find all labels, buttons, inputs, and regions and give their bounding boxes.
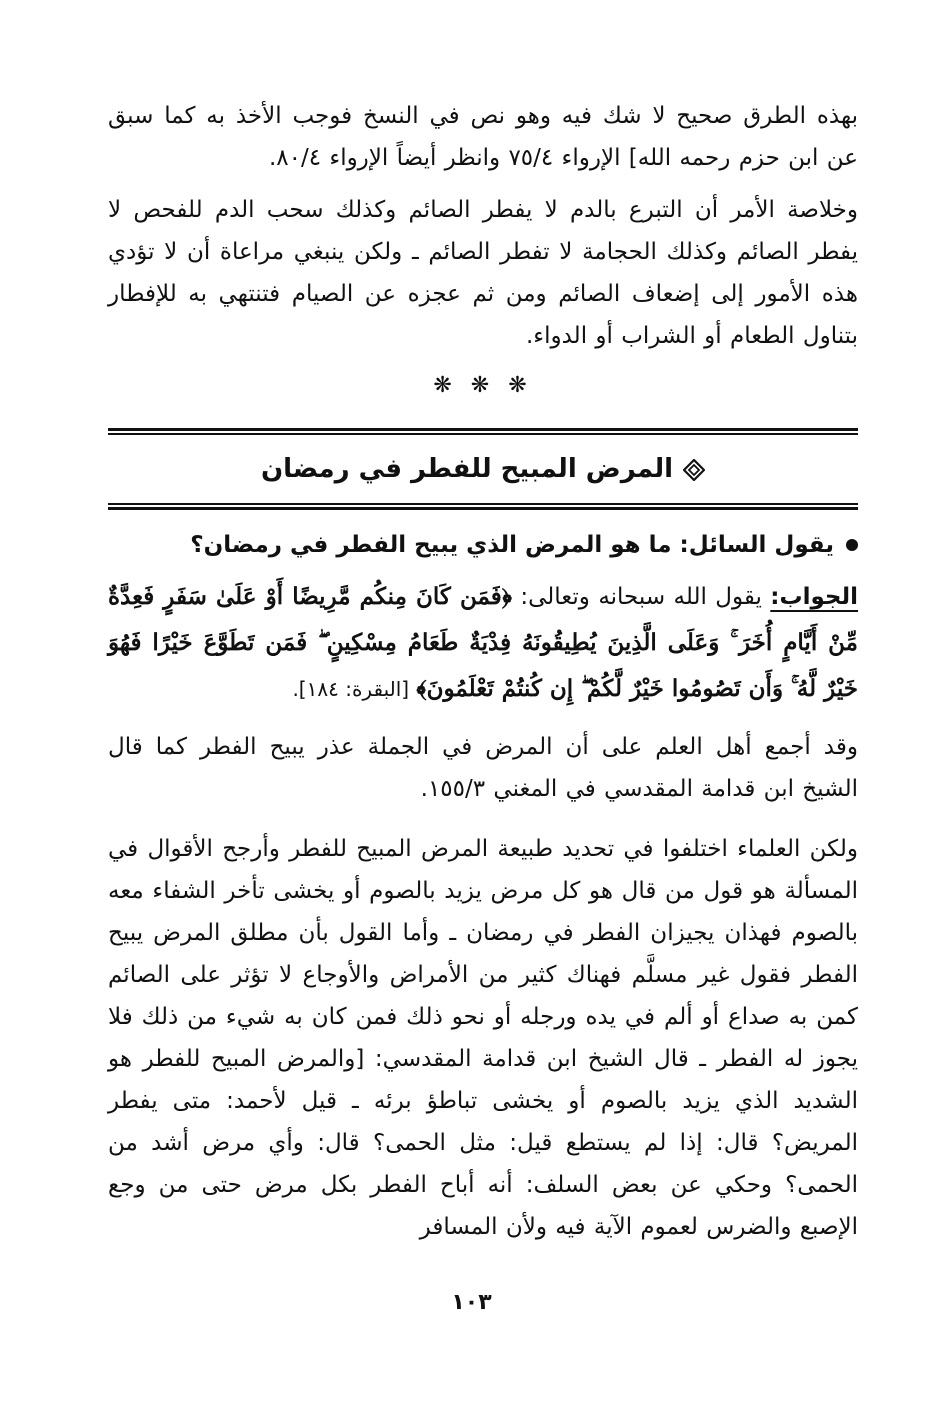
paragraph-blood-donation-summary: وخلاصة الأمر أن التبرع بالدم لا يفطر الصائم وكذلك سحب الدم للفحص لا يفطر الصائم وكذلك الحجامة لا تفطر الصائم ـ ولكن ينبغي مراعاة أن لا تؤدي هذه الأمور إلى إضعاف الصائم ومن ثم عجزه عن الصيام فتنتهي به للإفطار بتناول الطعام أو الشراب أو الدواء. [108,197,858,349]
question-text: يقول السائل: ما هو المرض الذي يبيح الفطر في رمضان؟ [190,532,834,558]
page-body [108,95,858,1248]
paragraph-disagreement: ولكن العلماء اختلفوا في تحديد طبيعة المرض المبيح للفطر وأرجح الأقوال في المسألة هو قول من قال هو كل مرض يزيد بالصوم أو يخشى تأخر الشفاء معه بالصوم فهذان يجيزان الفطر في رمضان ـ وأما القول بأن مطلق المرض يبيح الفطر فقول غير مسلَّم فهناك كثير من الأمراض والأوجاع لا تؤثر على الصائم كمن به صداع أو ألم في يده ورجله أو نحو ذلك فمن كان به شيء من ذلك فلا يجوز له الفطر ـ قال الشيخ ابن قدامة المقدسي: [والمرض المبيح للفطر هو الشديد الذي يزيد بالصوم أو يخشى تباطؤ برئه ـ قيل لأحمد: متى يفطر المريض؟ قال: إذا لم يستطع قيل: مثل الحمى؟ قال: وأي مرض أشد من الحمى؟ وحكي عن بعض السلف: أنه أباح الفطر بكل مرض حتى من وجع الإصبع والضرس لعموم الآية فيه ولأن المسافر [108,836,858,1240]
verse-reference: [البقرة: ١٨٤]. [292,677,410,701]
heading-rule-top [108,428,858,435]
answer-intro: يقول الله سبحانه وتعالى: [520,584,762,610]
paragraph-hadith-conclusion: بهذه الطرق صحيح لا شك فيه وهو نص في النسخ فوجب الأخذ به كما سبق عن ابن حزم رحمه الله] الإرواء ٧٥/٤ وانظر أيضاً الإرواء ٨٠/٤. [108,103,858,171]
paragraph-consensus: وقد أجمع أهل العلم على أن المرض في الجملة عذر يبيح الفطر كما قال الشيخ ابن قدامة المقدسي في المغني ١٥٥/٣. [108,734,858,802]
diamond-icon [683,458,705,480]
quran-verse: ﴿فَمَن كَانَ مِنكُم مَّرِيضًا أَوْ عَلَىٰ سَفَرٍ فَعِدَّةٌ مِّنْ أَيَّامٍ أُخَرَ ۚ وَعَلَى الَّذِينَ يُطِيقُونَهُ فِدْيَةٌ طَعَامُ مِسْكِينٍ ۖ فَمَن تَطَوَّعَ خَيْرًا فَهُوَ خَيْرٌ لَّهُ ۚ وَأَن تَصُومُوا خَيْرٌ لَّكُمْ ۖ إِن كُنتُمْ تَعْلَمُونَ﴾ [108,583,858,702]
answer-paragraph [108,574,858,712]
section-heading-text: المرض المبيح للفطر في رمضان [260,454,674,484]
page-number: ١٠٣ [451,1290,492,1315]
answer-label: الجواب: [770,584,859,610]
question-line [108,524,858,566]
bullet-icon [846,539,858,551]
heading-rule-bottom [108,503,858,510]
section-separator-stars: ❋ ❋ ❋ [433,373,533,398]
section-heading [108,435,858,503]
